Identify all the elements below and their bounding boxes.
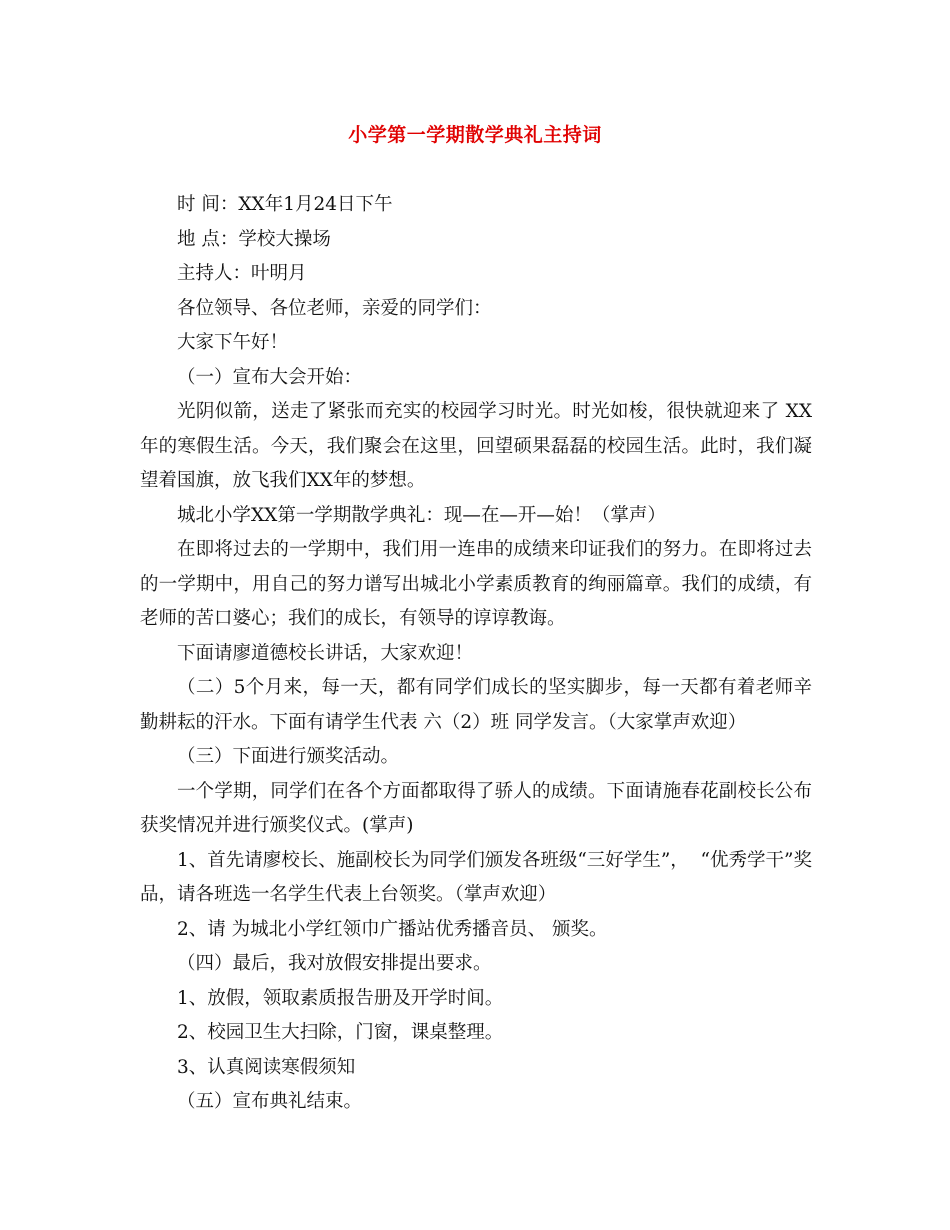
paragraph-awards-intro: 一个学期，同学们在各个方面都取得了骄人的成绩。下面请施春花副校长公布获奖情况并进行颁奖仪式。(掌声) xyxy=(140,780,812,836)
paragraph-achievements: 在即将过去的一学期中，我们用一连串的成绩来印证我们的努力。在即将过去的一学期中，用自己的努力谱写出城北小学素质教育的绚丽篇章。我们的成绩，有老师的苦口婆心；我们的成长，有领导的谆谆教诲。 xyxy=(140,539,812,629)
paragraph-award-2: 2、请 为城北小学红领巾广播站优秀播音员、 颁奖。 xyxy=(177,918,608,940)
paragraph-greeting: 大家下午好！ xyxy=(177,332,289,353)
document-body xyxy=(140,188,812,1120)
paragraph-opening-speech: 光阴似箭，送走了紧张而充实的校园学习时光。时光如梭，很快就迎来了 XX年的寒假生活。今天，我们聚会在这里，回望硕果磊磊的校园生活。此时，我们凝望着国旗，放飞我们XX年的梦想。 xyxy=(140,401,812,491)
paragraph-section-5: （五）宣布典礼结束。 xyxy=(177,1091,363,1112)
paragraph-location: 地 点：学校大操场 xyxy=(177,228,331,250)
paragraph-time: 时 间：XX年1月24日下午 xyxy=(177,194,393,215)
paragraph-salutation: 各位领导、各位老师，亲爱的同学们： xyxy=(177,297,492,319)
paragraph-section-3: （三）下面进行颁奖活动。 xyxy=(177,746,400,767)
paragraph-ceremony-start: 城北小学XX第一学期散学典礼：现—在—开—始！（掌声） xyxy=(177,504,666,526)
paragraph-principal-speech: 下面请廖道德校长讲话，大家欢迎！ xyxy=(177,642,474,664)
paragraph-requirement-2: 2、校园卫生大扫除，门窗，课桌整理。 xyxy=(177,1022,504,1043)
paragraph-host: 主持人：叶明月 xyxy=(177,263,307,284)
paragraph-requirement-3: 3、认真阅读寒假须知 xyxy=(177,1056,356,1078)
paragraph-section-1: （一）宣布大会开始： xyxy=(177,366,363,388)
paragraph-section-2: （二）5个月来，每一天，都有同学们成长的坚实脚步，每一天都有着老师辛勤耕耘的汗水。下面有请学生代表 六（2）班 同学发言。（大家掌声欢迎） xyxy=(140,677,812,733)
paragraph-section-4: （四）最后，我对放假安排提出要求。 xyxy=(177,953,492,974)
paragraph-award-1: 1、首先请廖校长、施副校长为同学们颁发各班级“三好学生”， “优秀学干”奖品，请各班选一名学生代表上台领奖。（掌声欢迎） xyxy=(140,849,812,905)
document-title: 小学第一学期散学典礼主持词 xyxy=(348,124,602,146)
paragraph-requirement-1: 1、放假，领取素质报告册及开学时间。 xyxy=(177,987,504,1009)
